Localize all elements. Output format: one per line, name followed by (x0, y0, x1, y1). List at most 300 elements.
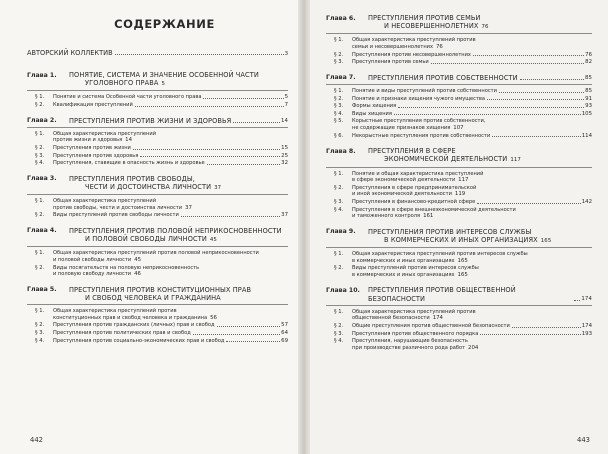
page-number: 165 (540, 237, 552, 244)
page-number: 105 (581, 110, 592, 117)
page-number: 76 (481, 24, 489, 31)
chapter-list (27, 71, 288, 344)
section-list (334, 37, 592, 65)
dot-leader (233, 122, 280, 123)
chapter-heading (326, 286, 592, 302)
entry-line: в сфере экономической деятельности (352, 177, 456, 184)
chapter-block (27, 71, 288, 109)
entry-line: при производстве различного рода работ (352, 344, 466, 351)
chapter-block (27, 286, 288, 344)
dot-leader (473, 55, 584, 56)
section-entry (35, 160, 288, 167)
entry-last-line (352, 59, 592, 66)
page-number: 25 (281, 152, 288, 159)
entry-last-line (53, 330, 288, 337)
page-number: 7 (284, 102, 288, 108)
entry-last-line (352, 272, 592, 279)
entry-line: Корыстные преступления против собственности, (352, 118, 486, 125)
entry-line: Преступления в сфере внешнеэкономической деятельности (352, 206, 516, 213)
page-number: 161 (423, 213, 434, 220)
dot-leader (115, 54, 284, 55)
chapter-heading (326, 74, 592, 82)
chapter-heading (27, 227, 288, 244)
entry-last-line (368, 22, 592, 31)
page-number: 85 (584, 74, 592, 81)
section-number: § 1. (35, 130, 45, 137)
entry-line: Виды посягательств на половую неприкосновенность (53, 264, 200, 271)
section-list (334, 309, 592, 352)
section-number: § 3. (334, 198, 344, 205)
section-list (35, 131, 288, 167)
section-number: § 2. (334, 51, 344, 58)
entry-line: Виды хищения (352, 110, 392, 117)
section-entry (35, 131, 288, 144)
section-title (53, 160, 288, 167)
entry-line: И СВОБОД ЧЕЛОВЕКА И ГРАЖДАНИНА (85, 293, 221, 302)
section-title (53, 212, 288, 219)
entry-last-line (352, 331, 592, 338)
entry-line: Общая характеристика преступлений против интересов службы (352, 251, 528, 258)
entry-line: ПОНЯТИЕ, СИСТЕМА И ЗНАЧЕНИЕ ОСОБЕННОЙ ЧАСТИ (69, 71, 259, 79)
section-list (334, 251, 592, 278)
chapter-label: Глава 4. (27, 227, 57, 235)
page-number: 14 (125, 137, 133, 144)
section-number: § 6. (334, 132, 344, 139)
page-number: 64 (281, 329, 288, 336)
entry-line: Квалификация преступлений (53, 102, 133, 108)
entry-last-line (69, 117, 288, 125)
section-number: § 3. (334, 59, 344, 66)
page-number: 56 (210, 314, 217, 321)
entry-line: Общая характеристика преступлений против (53, 308, 177, 315)
entry-last-line (368, 74, 592, 82)
dot-leader (135, 106, 284, 107)
section-number: § 1. (35, 308, 45, 315)
entry-last-line (53, 94, 288, 101)
section-number: § 1. (334, 170, 344, 177)
dot-leader (181, 216, 280, 217)
section-list (35, 250, 288, 277)
section-number: § 4. (334, 206, 344, 213)
section-entry (334, 199, 592, 206)
chapter-block (27, 227, 288, 278)
chapter-label: Глава 1. (27, 71, 57, 79)
dot-leader (492, 136, 580, 137)
chapter-rule (27, 127, 288, 128)
chapter-label: Глава 10. (326, 286, 360, 294)
page-number: 69 (281, 337, 288, 344)
chapter-title (368, 147, 592, 164)
entry-line: ЧЕСТИ И ДОСТОИНСТВА ЛИЧНОСТИ (85, 182, 212, 191)
dot-leader (487, 99, 584, 100)
section-number: § 1. (334, 87, 344, 94)
entry-line: Преступления против общественного порядка (352, 330, 479, 337)
dot-leader (226, 341, 280, 342)
section-entry (35, 308, 288, 321)
section-entry (334, 59, 592, 66)
entry-line: Преступления против здоровья (53, 152, 139, 159)
entry-last-line (53, 322, 288, 329)
page-number: 204 (468, 344, 479, 351)
left-page (0, 0, 300, 454)
entry-line: не содержащие признаков хищения (352, 124, 451, 131)
entry-last-line (368, 236, 592, 245)
page-number: 85 (585, 87, 592, 94)
page-number: 193 (581, 330, 592, 337)
entry-last-line (368, 286, 592, 302)
entry-line: Преступления в сфере предпринимательской (352, 184, 477, 191)
section-title (53, 322, 288, 329)
section-title (53, 338, 288, 345)
page-number: 57 (281, 322, 288, 329)
entry-last-line (352, 258, 592, 265)
page-number: 117 (510, 157, 521, 164)
chapter-heading (27, 117, 288, 125)
section-entry (334, 52, 592, 59)
section-title (53, 250, 288, 263)
section-number: § 4. (35, 337, 45, 344)
page-number: 142 (581, 198, 592, 205)
dot-leader (512, 327, 581, 328)
entry-line: в коммерческих и иных организациях (352, 257, 455, 264)
chapter-block (326, 286, 592, 351)
chapter-block (326, 14, 592, 66)
chapter-block (326, 74, 592, 139)
entry-line: ПРЕСТУПЛЕНИЯ ПРОТИВ КОНСТИТУЦИОННЫХ ПРАВ (69, 285, 252, 294)
page-number: 174 (432, 315, 443, 322)
chapter-rule (326, 84, 592, 85)
section-entry (35, 322, 288, 329)
entry-last-line (352, 52, 592, 59)
entry-line: Общая характеристика преступлений против (352, 37, 476, 44)
chapter-block (326, 228, 592, 279)
entry-line: Понятие и признаки хищения чужого имущества (352, 95, 486, 102)
section-number: § 2. (35, 102, 45, 108)
section-title (352, 265, 592, 278)
section-title (352, 111, 592, 118)
section-entry (334, 185, 592, 198)
dot-leader (394, 114, 581, 115)
section-number: § 3. (35, 152, 45, 159)
entry-line: ЭКОНОМИЧЕСКОЙ ДЕЯТЕЛЬНОСТИ (384, 155, 508, 164)
entry-line: и половой свободы личности (53, 256, 132, 263)
chapter-block (27, 175, 288, 219)
section-entry (334, 118, 592, 131)
entry-line: Понятие и общая характеристика преступлений (352, 170, 484, 177)
chapter-label: Глава 3. (27, 175, 57, 183)
section-entry (35, 338, 288, 345)
section-title (352, 199, 592, 206)
section-number: § 2. (35, 322, 45, 329)
dot-leader (574, 300, 580, 301)
section-number: § 2. (334, 95, 344, 102)
entry-line: в коммерческих и иных организациях (352, 271, 455, 278)
page-number: 37 (281, 212, 288, 219)
entry-line: семьи и несовершеннолетних (352, 44, 433, 50)
section-title (53, 131, 288, 144)
entry-line: И НЕСОВЕРШЕННОЛЕТНИХ (384, 22, 479, 31)
section-entry (35, 265, 288, 278)
section-title (53, 265, 288, 278)
chapter-rule (326, 167, 592, 168)
section-number: § 1. (334, 308, 344, 315)
page-number: 5 (161, 81, 165, 88)
chapter-title (368, 286, 592, 302)
page-number: 91 (585, 95, 592, 102)
section-title (352, 185, 592, 198)
section-number: § 4. (35, 160, 45, 167)
section-entry (334, 323, 592, 330)
section-number: § 1. (35, 198, 45, 205)
entry-last-line (352, 345, 592, 352)
section-number: § 2. (35, 212, 45, 219)
section-number: § 2. (35, 144, 45, 151)
chapter-rule (27, 246, 288, 247)
entry-line: УГОЛОВНОГО ПРАВА (85, 79, 159, 88)
section-number: § 1. (35, 94, 45, 101)
dot-leader (193, 334, 280, 335)
chapter-list (326, 14, 592, 351)
right-page (310, 0, 608, 454)
entry-line: Понятие и система Особенной части уголовного права (53, 94, 202, 101)
section-title (352, 171, 592, 184)
page-number: 15 (281, 144, 288, 151)
section-title (352, 331, 592, 338)
entry-line: Преступления в финансово-кредитной сфере (352, 198, 476, 205)
entry-last-line (53, 257, 288, 264)
entry-line: Преступления, ставящие в опасность жизнь и здоровье (53, 160, 205, 167)
dot-leader (133, 149, 280, 150)
entry-last-line (53, 315, 288, 322)
chapter-rule (27, 194, 288, 195)
page-number: 174 (581, 295, 592, 302)
chapter-title (69, 227, 288, 244)
section-entry (334, 171, 592, 184)
section-list (35, 308, 288, 344)
page-number: 3 (284, 51, 288, 57)
section-title (352, 338, 592, 351)
section-entry (35, 250, 288, 263)
page-number: 37 (214, 184, 222, 191)
entry-line: В КОММЕРЧЕСКИХ И ИНЫХ ОРГАНИЗАЦИЯХ (384, 235, 538, 244)
entry-last-line (53, 160, 288, 167)
section-list (334, 88, 592, 139)
chapter-rule (326, 305, 592, 306)
section-list (334, 171, 592, 220)
section-number: § 2. (334, 265, 344, 272)
chapter-label: Глава 6. (326, 14, 356, 22)
section-title (53, 145, 288, 152)
section-entry (334, 103, 592, 110)
entry-last-line (53, 212, 288, 219)
entry-last-line (352, 88, 592, 95)
page-number: 117 (458, 177, 469, 184)
entry-line: Преступления против гражданских (личных) прав и свобод (53, 322, 215, 329)
section-number: § 3. (334, 103, 344, 110)
entry-last-line (352, 177, 592, 184)
section-title (352, 251, 592, 264)
chapter-rule (27, 90, 288, 91)
entry-last-line (53, 102, 288, 109)
chapter-block (326, 147, 592, 220)
section-number: § 2. (334, 323, 344, 330)
section-title (352, 37, 592, 50)
dot-leader (480, 334, 580, 335)
entry-line: ПРЕСТУПЛЕНИЯ ПРОТИВ ИНТЕРЕСОВ СЛУЖБЫ (368, 227, 532, 236)
chapter-heading (27, 286, 288, 302)
section-entry (334, 88, 592, 95)
chapter-label: Глава 2. (27, 117, 57, 125)
entry-line: против свободы, чести и достоинства личности (53, 204, 183, 211)
entry-line: ПРЕСТУПЛЕНИЯ В СФЕРЕ (368, 147, 456, 156)
page-number: 82 (585, 59, 592, 66)
entry-last-line (352, 315, 592, 322)
entry-last-line (352, 191, 592, 198)
section-entry (334, 265, 592, 278)
chapter-heading (27, 71, 288, 88)
chapter-title (69, 71, 288, 88)
chapter-rule (27, 304, 288, 305)
section-list (35, 198, 288, 219)
dot-leader (207, 164, 281, 165)
section-entry (334, 251, 592, 264)
entry-last-line (352, 199, 592, 206)
entry-last-line (352, 133, 592, 140)
section-title (352, 96, 592, 103)
section-entry (334, 309, 592, 322)
section-title (352, 207, 592, 220)
entry-line: Общая характеристика преступлений против (352, 308, 476, 315)
entry-line: Виды преступлений против интересов службы (352, 265, 479, 272)
page-folio: 443 (577, 436, 590, 444)
chapter-title (368, 14, 592, 31)
section-title (352, 59, 592, 66)
section-entry (35, 145, 288, 152)
section-title (53, 330, 288, 337)
chapter-title (368, 74, 592, 82)
entry-last-line (352, 323, 592, 330)
section-number: § 5. (334, 118, 344, 125)
section-number: § 3. (334, 330, 344, 337)
entry-last-line (69, 235, 288, 244)
section-number: § 1. (334, 37, 344, 44)
dot-leader (431, 63, 584, 64)
chapter-label: Глава 7. (326, 74, 356, 82)
entry-line: и таможенного контроля (352, 213, 421, 220)
section-number: § 2. (334, 184, 344, 191)
entry-line: ПРЕСТУПЛЕНИЯ ПРОТИВ ОБЩЕСТВЕННОЙ БЕЗОПАСНОСТИ (368, 286, 516, 303)
dot-leader (398, 107, 584, 108)
section-title (352, 323, 592, 330)
section-entry (35, 153, 288, 160)
section-entry (334, 207, 592, 220)
entry-line: ПРЕСТУПЛЕНИЯ ПРОТИВ ПОЛОВОЙ НЕПРИКОСНОВЕННОСТИ (69, 226, 282, 235)
dot-leader (499, 92, 584, 93)
section-title (352, 103, 592, 110)
page-number: 32 (281, 160, 288, 167)
chapter-block (27, 117, 288, 167)
section-entry (334, 338, 592, 351)
chapter-title (69, 286, 288, 302)
entry-last-line (53, 145, 288, 152)
section-entry (334, 96, 592, 103)
chapter-label: Глава 8. (326, 147, 356, 155)
section-entry (35, 94, 288, 101)
page-number: 5 (284, 94, 288, 101)
entry-last-line (69, 183, 288, 192)
section-entry (334, 331, 592, 338)
entry-line: и иной экономической деятельности (352, 191, 452, 198)
section-number: § 1. (35, 250, 45, 257)
page-number: 76 (435, 44, 443, 50)
entry-last-line (53, 271, 288, 278)
entry-line: Преступления против несовершеннолетних (352, 51, 471, 58)
entry-line: Понятие и виды преступлений против собственности (352, 87, 497, 94)
entry-line: Преступления против социально-экономических прав и свобод (53, 337, 225, 344)
chapter-title (69, 117, 288, 125)
section-entry (334, 37, 592, 50)
page-number: 45 (209, 237, 217, 244)
entry-last-line (53, 338, 288, 345)
section-list (35, 94, 288, 108)
section-title (53, 153, 288, 160)
section-entry (35, 102, 288, 109)
toc-entry-text: АВТОРСКИЙ КОЛЛЕКТИВ (27, 49, 113, 57)
entry-last-line (352, 44, 592, 51)
section-title (53, 102, 288, 109)
toc-entry-authors (27, 49, 288, 57)
chapter-heading (326, 14, 592, 31)
page-number: 165 (457, 271, 468, 278)
section-title (352, 52, 592, 59)
section-title (53, 198, 288, 211)
page-number: 114 (581, 132, 592, 139)
section-number: § 4. (334, 338, 344, 345)
entry-last-line (352, 213, 592, 220)
section-title (53, 308, 288, 321)
entry-line: ПРЕСТУПЛЕНИЯ ПРОТИВ СОБСТВЕННОСТИ (368, 73, 518, 82)
dot-leader (140, 156, 280, 157)
entry-last-line (69, 79, 288, 88)
page-number: 45 (134, 256, 142, 263)
entry-line: Преступления против семьи (352, 59, 429, 66)
section-title (352, 133, 592, 140)
entry-line: Преступления, нарушающие безопасность (352, 338, 468, 345)
page-number: 174 (581, 323, 592, 330)
section-entry (35, 198, 288, 211)
entry-line: Некорыстные преступления против собственности (352, 132, 491, 139)
chapter-title (368, 228, 592, 245)
dot-leader (477, 203, 580, 204)
entry-line: конституционных прав и свобод человека и гражданина (53, 314, 208, 321)
entry-line: общественной безопасности (352, 315, 430, 322)
entry-last-line (53, 205, 288, 212)
entry-line: Общие преступления против общественной безопасности (352, 323, 510, 330)
entry-line: ПРЕСТУПЛЕНИЯ ПРОТИВ СЕМЬИ (368, 14, 481, 22)
section-number: § 3. (35, 329, 45, 336)
section-number: § 1. (334, 251, 344, 258)
entry-line: Формы хищения (352, 103, 397, 110)
page-number: 46 (134, 271, 141, 278)
entry-last-line (352, 111, 592, 118)
page-number: 165 (457, 257, 468, 264)
entry-line: Виды преступлений против свободы личности (53, 212, 179, 219)
chapter-heading (27, 175, 288, 192)
section-title (53, 94, 288, 101)
page-number: 37 (185, 204, 192, 211)
entry-line: Преступления против политических прав и свобод (53, 329, 191, 336)
entry-line: И ПОЛОВОЙ СВОБОДЫ ЛИЧНОСТИ (85, 235, 207, 244)
